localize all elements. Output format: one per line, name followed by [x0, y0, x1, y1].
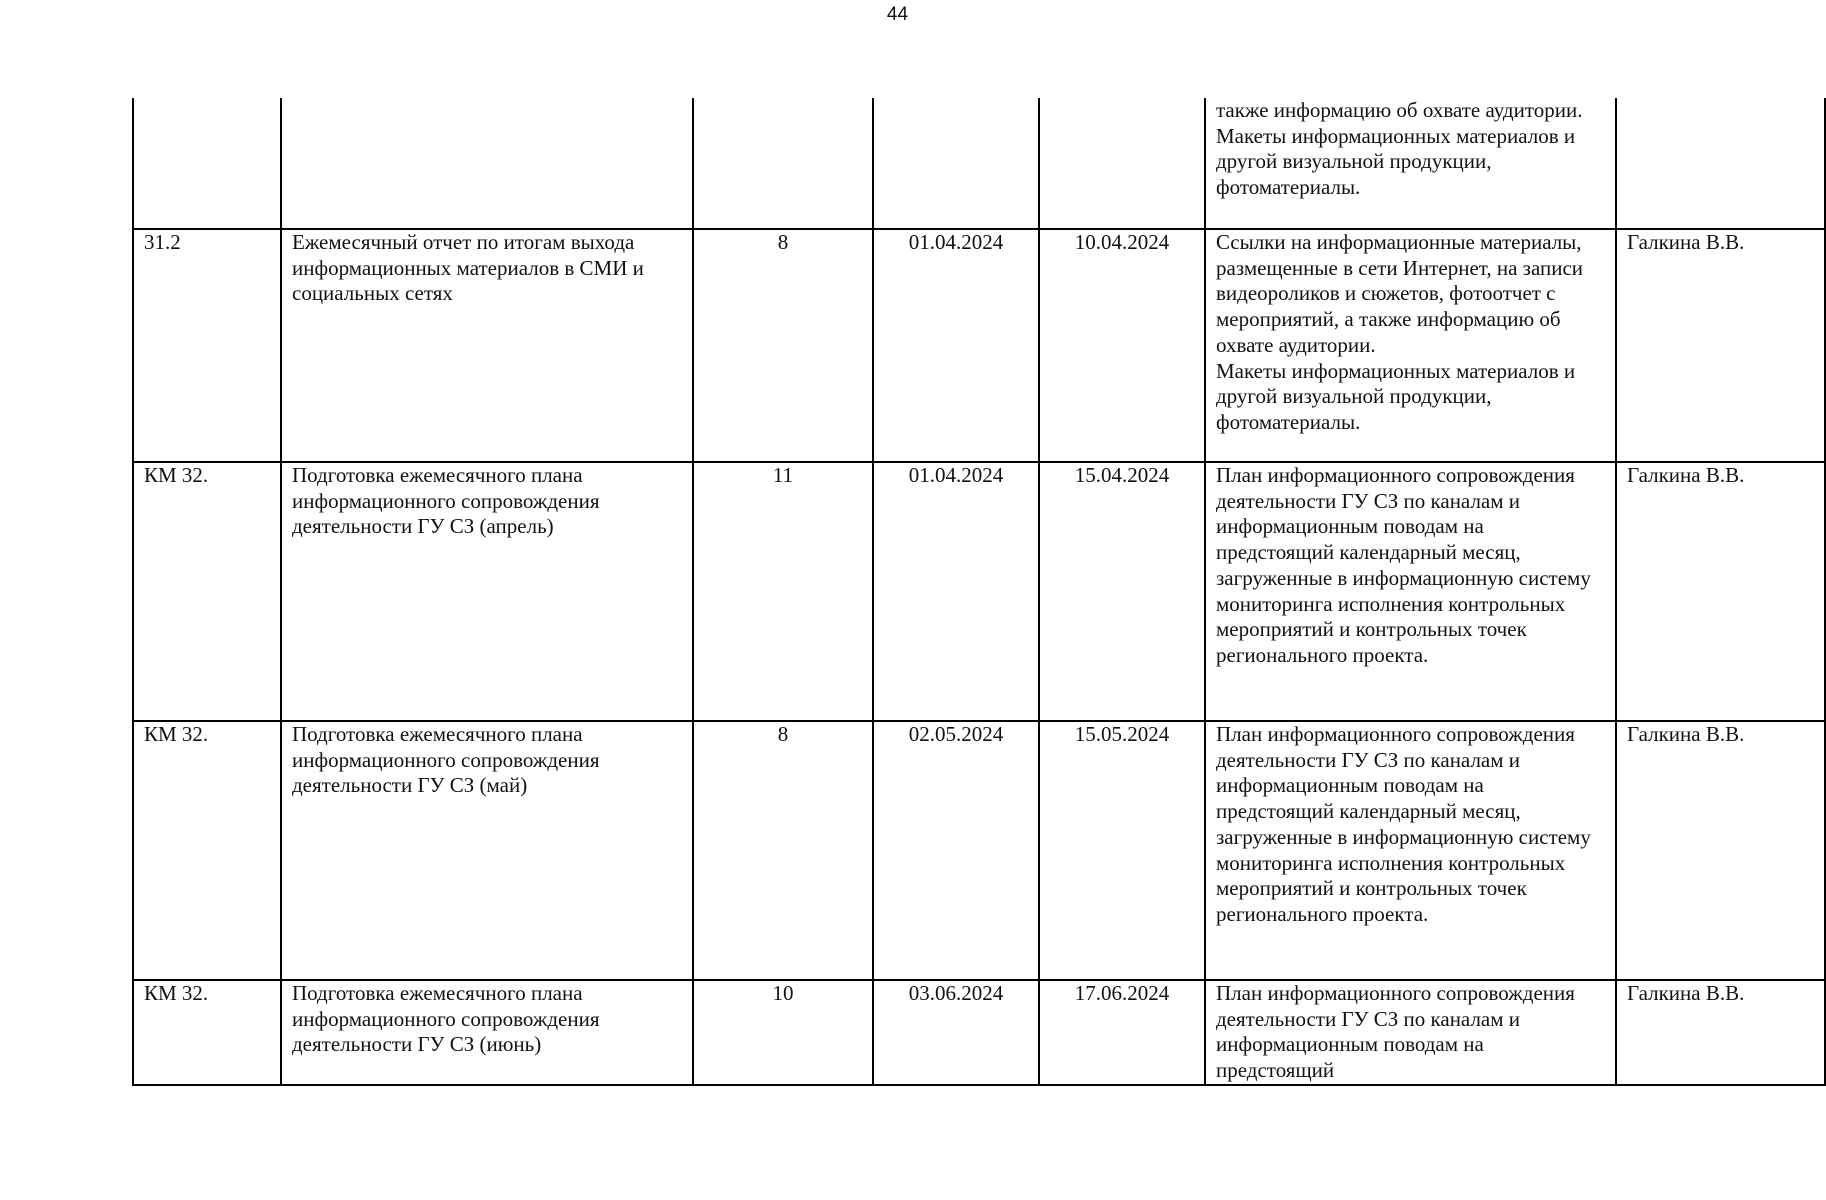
table-row	[133, 462, 1825, 721]
cell-result	[1205, 980, 1616, 1085]
cell-responsible	[1616, 98, 1825, 229]
cell-number: КМ 32.	[133, 462, 281, 721]
cell-duration: 8	[693, 229, 873, 462]
cell-duration: 8	[693, 721, 873, 980]
cell-end-date: 17.06.2024	[1039, 980, 1205, 1085]
cell-task-name	[281, 98, 693, 229]
cell-task-name: Ежемесячный отчет по итогам выхода информационных материалов в СМИ и социальных сетях	[281, 229, 693, 462]
cell-start-date: 01.04.2024	[873, 462, 1039, 721]
table-row	[133, 980, 1825, 1085]
cell-end-date: 15.05.2024	[1039, 721, 1205, 980]
cell-end-date: 10.04.2024	[1039, 229, 1205, 462]
cell-duration: 10	[693, 980, 873, 1085]
result-text: Ссылки на информационные материалы, размещенные в сети Интернет, на записи видеороликов и сюжетов, фотоотчет с мероприятий, а также информацию об охвате аудитории. Макеты информационных материалов и другой визуальной продукции, фотоматериалы.	[1216, 230, 1584, 434]
cell-number: 31.2	[133, 229, 281, 462]
schedule-table	[132, 98, 1826, 1086]
table-row	[133, 721, 1825, 980]
table-row	[133, 229, 1825, 462]
cell-number	[133, 98, 281, 229]
cell-result	[1205, 98, 1616, 229]
cell-task-name: Подготовка ежемесячного плана информационного сопровождения деятельности ГУ СЗ (апрель)	[281, 462, 693, 721]
cell-start-date: 03.06.2024	[873, 980, 1039, 1085]
cell-task-name: Подготовка ежемесячного плана информационного сопровождения деятельности ГУ СЗ (май)	[281, 721, 693, 980]
cell-duration: 11	[693, 462, 873, 721]
cell-end-date: 15.04.2024	[1039, 462, 1205, 721]
result-text: План информационного сопровождения деятельности ГУ СЗ по каналам и информационным поводам на предстоящий календарный месяц, загруженные в информационную систему мониторинга исполнения контрольных мероприятий и контрольных точек регионального проекта.	[1216, 463, 1591, 667]
cell-result	[1205, 721, 1616, 980]
cell-number: КМ 32.	[133, 721, 281, 980]
cell-responsible: Галкина В.В.	[1616, 980, 1825, 1085]
result-text: План информационного сопровождения деятельности ГУ СЗ по каналам и информационным поводам на предстоящий	[1216, 981, 1575, 1083]
cell-start-date: 01.04.2024	[873, 229, 1039, 462]
cell-start-date: 02.05.2024	[873, 721, 1039, 980]
cell-start-date	[873, 98, 1039, 229]
cell-result	[1205, 462, 1616, 721]
cell-responsible: Галкина В.В.	[1616, 462, 1825, 721]
cell-end-date	[1039, 98, 1205, 229]
cell-responsible: Галкина В.В.	[1616, 229, 1825, 462]
result-text: также информацию об охвате аудитории. Макеты информационных материалов и другой визуальной продукции, фотоматериалы.	[1216, 98, 1583, 200]
table-row-continuation	[133, 98, 1825, 229]
cell-task-name: Подготовка ежемесячного плана информационного сопровождения деятельности ГУ СЗ (июнь)	[281, 980, 693, 1085]
cell-responsible: Галкина В.В.	[1616, 721, 1825, 980]
cell-number: КМ 32.	[133, 980, 281, 1085]
page-number: 44	[886, 4, 909, 25]
cell-duration	[693, 98, 873, 229]
result-text: План информационного сопровождения деятельности ГУ СЗ по каналам и информационным поводам на предстоящий календарный месяц, загруженные в информационную систему мониторинга исполнения контрольных мероприятий и контрольных точек регионального проекта.	[1216, 722, 1591, 926]
cell-result	[1205, 229, 1616, 462]
